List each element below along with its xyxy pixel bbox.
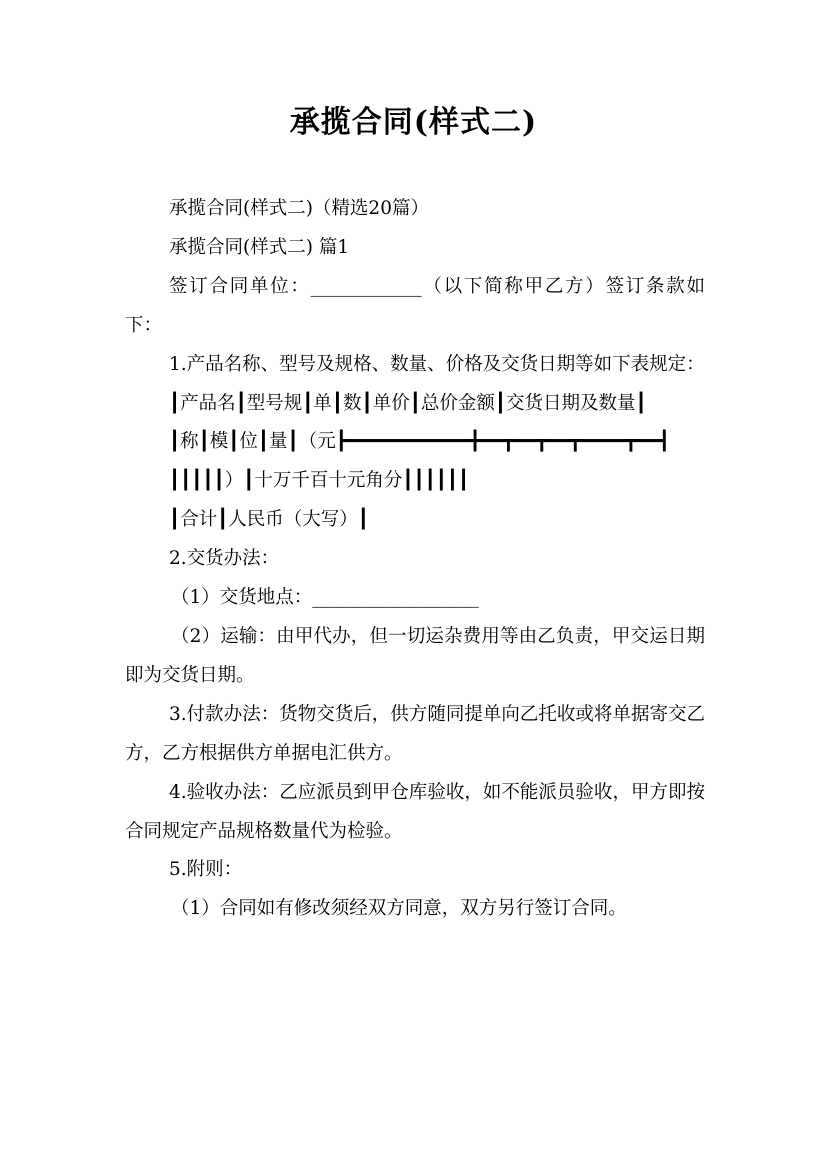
paragraph-table-row-units: ┃┃┃┃┃）┃十万千百十元角分┃┃┃┃┃┃ [169, 470, 470, 492]
paragraph-clause-3: 3.付款办法：货物交货后，供方随同提单向乙托收或将单据寄交乙方，乙方根据供方单据电汇供方。 [125, 703, 705, 764]
paragraph-table-row-total: ┃合计┃人民币（大写）┃ [169, 509, 369, 531]
paragraph-supplementary-1: （1）合同如有修改须经双方同意，双方另行签订合同。 [171, 898, 627, 920]
paragraph-subtitle: 承揽合同(样式二)（精选20篇） [169, 198, 429, 219]
paragraph-transport: （2）运输：由甲代办，但一切运杂费用等由乙负责，甲交运日期即为交货日期。 [125, 625, 705, 686]
paragraph-clause-2: 2.交货办法： [169, 548, 280, 570]
document-title: 承揽合同(样式二) [289, 105, 538, 140]
paragraph-contract-parties: 签订合同单位：____________（以下简称甲乙方）签订条款如下： [125, 275, 705, 336]
paragraph-section-heading: 承揽合同(样式二) 篇1 [169, 236, 350, 258]
paragraph-delivery-location: （1）交货地点：__________________ [171, 587, 479, 609]
paragraph-clause-5: 5.附则： [169, 859, 243, 881]
paragraph-table-row-divider: ┃称┃模┃位┃量┃（元┣━━━━━━━━━━━╋━━┳━━┳━━┳━━━━┳━━┫ [169, 431, 670, 453]
paragraph-clause-4: 4.验收办法：乙应派员到甲仓库验收，如不能派员验收，甲方即按合同规定产品规格数量代为检验。 [125, 781, 705, 842]
paragraph-table-row-header: ┃产品名┃型号规┃单┃数┃单价┃总价金额┃交货日期及数量┃ [169, 392, 647, 414]
paragraph-clause-1: 1.产品名称、型号及规格、数量、价格及交货日期等如下表规定： [169, 353, 705, 375]
document-body [125, 190, 705, 929]
